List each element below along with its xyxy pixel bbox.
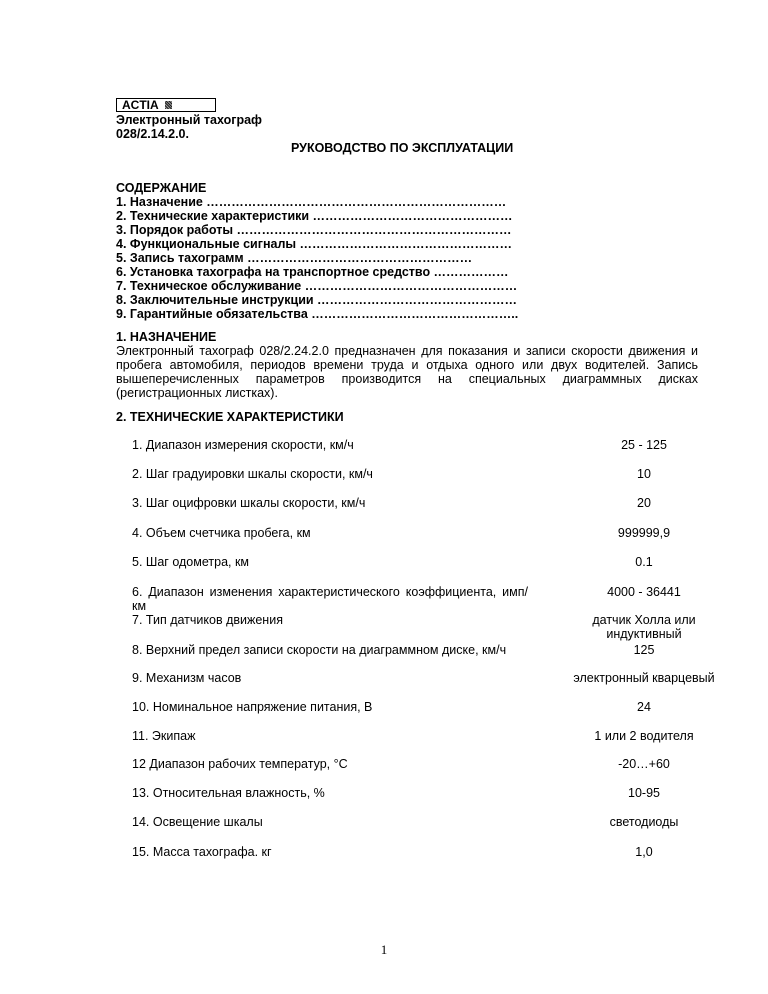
toc-item: 1. Назначение ……………………………………………………………… [116, 195, 507, 209]
spec-value: светодиоды [609, 815, 679, 829]
spec-value: 0.1 [635, 555, 653, 569]
logo-mark-icon [165, 101, 172, 109]
page-number: 1 [380, 942, 388, 957]
spec-label: 15. Масса тахографа. кг [132, 845, 272, 859]
spec-label: 13. Относительная влажность, % [132, 786, 325, 800]
spec-value: 1 или 2 водителя [594, 729, 694, 743]
model-number: 028/2.14.2.0. [116, 127, 189, 141]
logo-text: ACTIA [122, 98, 159, 112]
product-title: Электронный тахограф [116, 113, 262, 127]
spec-value: 20 [637, 496, 651, 510]
section-1-heading: 1. НАЗНАЧЕНИЕ [116, 330, 217, 344]
spec-label: 1. Диапазон измерения скорости, км/ч [132, 438, 354, 452]
spec-value: 25 - 125 [621, 438, 667, 452]
toc-item: 5. Запись тахограмм ……………………………………………… [116, 251, 473, 265]
toc-heading: СОДЕРЖАНИЕ [116, 181, 207, 195]
spec-label: 10. Номинальное напряжение питания, В [132, 700, 373, 714]
spec-value: 1,0 [635, 845, 653, 859]
spec-value: 24 [637, 700, 651, 714]
toc-item: 6. Установка тахографа на транспортное средство ……………… [116, 265, 509, 279]
spec-value: 999999,9 [617, 526, 671, 540]
section-1-text: Электронный тахограф 028/2.24.2.0 предназначен для показания и записи скорости движения и пробега автомобиля, периодов времени труда и отдыха одного или двух водителей. Запись вышеперечисленных параметров производится на специальных диаграммных дисках (регистрационных листках). [116, 344, 698, 400]
doc-title: РУКОВОДСТВО ПО ЭКСПЛУАТАЦИИ [291, 141, 514, 155]
spec-value: 125 [633, 643, 655, 657]
actia-logo [116, 98, 216, 112]
spec-label: 7. Тип датчиков движения [132, 613, 283, 627]
spec-value: датчик Холла или индуктивный [592, 613, 696, 641]
spec-label: 5. Шаг одометра, км [132, 555, 250, 569]
toc-item: 2. Технические характеристики ………………………………………… [116, 209, 513, 223]
spec-label: 14. Освещение шкалы [132, 815, 263, 829]
toc-item: 3. Порядок работы ………………………………………………………… [116, 223, 512, 237]
toc-item: 8. Заключительные инструкции ………………………………………… [116, 293, 518, 307]
spec-value: 10-95 [628, 786, 660, 800]
spec-label: 11. Экипаж [132, 729, 196, 743]
spec-value: электронный кварцевый [573, 671, 715, 685]
spec-label: 3. Шаг оцифровки шкалы скорости, км/ч [132, 496, 366, 510]
spec-label: 6. Диапазон изменения характеристического коэффициента, имп/км [132, 585, 528, 613]
spec-label: 2. Шаг градуировки шкалы скорости, км/ч [132, 467, 373, 481]
toc-item: 4. Функциональные сигналы …………………………………………… [116, 237, 513, 251]
spec-value: 10 [637, 467, 651, 481]
spec-value: 4000 - 36441 [607, 585, 681, 599]
spec-label: 4. Объем счетчика пробега, км [132, 526, 311, 540]
spec-value: -20…+60 [618, 757, 670, 771]
toc-item: 7. Техническое обслуживание …………………………………………… [116, 279, 518, 293]
toc-item: 9. Гарантийные обязательства ………………………………………….. [116, 307, 519, 321]
spec-label: 8. Верхний предел записи скорости на диаграммном диске, км/ч [132, 643, 507, 657]
spec-label: 12 Диапазон рабочих температур, °С [132, 757, 348, 771]
spec-label: 9. Механизм часов [132, 671, 242, 685]
section-2-heading: 2. ТЕХНИЧЕСКИЕ ХАРАКТЕРИСТИКИ [116, 410, 344, 424]
